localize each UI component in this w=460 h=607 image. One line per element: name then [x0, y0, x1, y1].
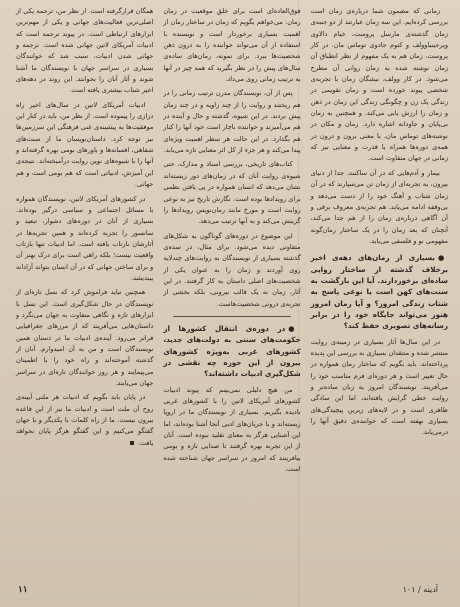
paragraph: فوق‌العاده‌ای است برای خلق موقعیت در زمان رمان. می‌خواهم بگویم که زمان در ساختار رمان از اهمیت بسیاری برخوردار است و نویسنده با استفاده از آن می‌تواند خواننده را به درون ذهن شخصیت‌ها ببرد. برای نمونه، رمان‌های ساده‌ی سال‌های پیش را در نظر بگیرید که همه چیز در آنها به ترتیب زمانی روی می‌داد. — [163, 7, 301, 84]
paragraph: بیمار و آدم‌هایی که در آن ساکنند، جدا از دنیای بیرون، به تجربه‌ای از زمان تن می‌سپارند که در آن زمان شتاب و آهنگ خود را از دست می‌دهد و بی‌وقفه ادامه می‌یابد. هم تجربه‌ی معروف برقی و آن آگاهی درباره‌ی زمان را از هم جدا می‌کند، آنچنان که بعد زمان را در یک ساختار رمان‌گونه مفهومی نو و فلسفی می‌یابد. — [310, 168, 448, 245]
paragraph: ادبیات آمریکای لاتین در سال‌های اخیر راه درازی را پیموده است. از نظر من، باید در کنار این موفقیت‌ها به پیشینه‌ی غنی فرهنگی این سرزمین‌ها نیز توجه کرد. داستان‌نویسان ما از سنت‌های شفاهی، افسانه‌ها و باورهای بومی بهره گرفته‌اند و آنها را با شیوه‌های نوین روایت درآمیخته‌اند. نتیجه‌ی این آمیزش، ادبیاتی است که هم بومی است و هم جهانی. — [16, 100, 154, 189]
question-text: در دوره‌ی انتقال کشورها از حکومت‌های سنتی به دولت‌های جدید، کشورهای غربی به‌ویژه کشورهای بیرون از این حوزه چه نقشی در شکل‌گیری ادبیات داشته‌اند؟ — [163, 323, 301, 379]
paragraph: در کشورهای آمریکای لاتین، نویسندگان همواره با مسائل اجتماعی و سیاسی درگیر بوده‌اند. بسیاری از آنان در دوره‌های دشوار، تبعید و سانسور را تجربه کرده‌اند و همین تجربه‌ها در آثارشان بازتاب یافته است. اما ادبیات تنها بازتاب واقعیت نیست؛ بلکه راهی است برای درک بهتر آن و برای ساختن جهانی که در آن انسان بتواند آزادانه بیندیشد. — [16, 194, 154, 282]
page-footer — [0, 585, 460, 603]
interview-question — [311, 252, 448, 331]
interview-question — [163, 323, 300, 380]
column-left — [14, 6, 155, 580]
column-right — [309, 6, 450, 580]
column-middle — [161, 6, 302, 580]
paragraph — [16, 392, 153, 449]
text-columns — [14, 6, 450, 580]
question-text: بسیاری از رمان‌های دهه‌ی اخیر برخلاف گذشته از ساختار روایی ساده‌ای برخوردارند. آیا این بازگشت به سنت‌های کهن است یا نوعی پاسخ به شتاب زندگی امروز؟ و آیا رمان امروز هنوز می‌تواند جایگاه خود را در برابر رسانه‌های تصویری حفظ کند؟ — [310, 253, 448, 331]
paragraph: پس از آن، نویسندگان مدرن ترتیب زمانی را در هم ریختند و روایت را از چند زاویه و در چند زمان پیش بردند. در این شیوه، گذشته و حال و آینده در هم می‌آمیزند و خواننده ناچار است خود آنها را کنار هم بگذارد. در این حالت هر سطر اهمیت ویژه‌ای پیدا می‌کند و هر جزء از کل اثر معنایی تازه می‌یابد. — [163, 89, 301, 155]
paragraph: این موضوع در دوره‌های گوناگون به شکل‌های متفاوتی دیده می‌شود. برای مثال، در سده‌ی گذشته بسیاری از نویسندگان به روایت‌های چندلایه روی آوردند و زمان را به عنوان یکی از شخصیت‌های اصلی داستان به کار گرفتند. در این آثار، زمان نه یک قالب بیرونی، بلکه بخشی از تجربه‌ی درونی شخصیت‌هاست. — [163, 231, 301, 308]
paragraph: من هیچ دلیلی نمی‌بینم که پیوند ادبیات کشورهای آمریکای لاتین را با کشورهای غربی نادیده بگیریم. بسیاری از نویسندگان ما در اروپا زیسته‌اند و با جریان‌های ادبی آنجا آشنا بوده‌اند، اما این آشنایی هرگز به معنای تقلید نبوده است. آنان از این تجربه بهره گرفتند تا صدایی تازه و بومی بیافرینند که امروز در سراسر جهان شناخته شده است. — [163, 385, 301, 474]
bullet-icon: ● — [437, 253, 448, 263]
paragraph-text: در پایان باید بگویم که ادبیات هر ملتی آیینه‌ی روح آن ملت است و ادبیات ما نیز از این قاعده بیرون نیست. ما از راه کلمات با یکدیگر و با جهان گفتگو می‌کنیم و این گفتگو هرگز پایان نخواهد یافت. — [16, 393, 154, 447]
paragraph: زمانی که مضمون شما درباره‌ی زمان است بررسی کرده‌ایم. این سه زمان عبارتند از دو جنبه‌ی زمان گذشته‌ی مارسل پروست، خیام دالاوی ویرجینیاوولف و کتوم جادوی توماس مان. در کار پروست، زمان هم به یک مفهوم از نظر انطباق آن زمان نوشته شده به زمان روانی آن مطرح می‌شود. در کار وولف، نیشگان زمان با تجربه‌ی شخصی پیوند خورده است و زمان تقویمی در زندگی یک زن و چگونگی زندگی این زمان در ذهن و زمان را ارزش یابی می‌کند. و همچنین به زمان بی‌پایان و جاودانه اشاره دارد. زمان و مکان در نوشته‌های توماس مان، با معنی برون و درون در همه‌ی دوره‌ها همراه با قدرت و معنایی نیز که زمانی در جهان متفاوت است. — [310, 7, 448, 163]
end-of-article-mark — [130, 441, 134, 445]
paragraph: همچنین نباید فراموش کرد که نسل تازه‌ای از نویسندگان در حال شکل‌گیری است. این نسل با ابزارهای تازه و نگاهی متفاوت به جهان می‌نگرد و داستان‌هایی می‌آفریند که از مرزهای جغرافیایی فراتر می‌رود. آینده‌ی ادبیات ما در دستان همین نویسندگان است و من به آن امیدوارم. آنان از گذشته آموخته‌اند و راه خود را با اطمینان می‌پیمایند و هر روز خوانندگان تازه‌ای در سراسر جهان می‌یابند. — [16, 288, 154, 387]
paragraph: کتاب‌های تاریخی، بررسی اسناد و مدارک، حتی شیوه‌ی روایت آنان که در زمان‌های دور زیسته‌اند نشان می‌دهد که انسان همواره در پی یافتن نظمی برای رویدادها بوده است. نگارش تاریخ نیز به نوعی روایت است و مورخ مانند رمان‌نویس رویدادها را گزینش می‌کند و به آنها ترتیب می‌دهد. — [163, 160, 301, 226]
paragraph: همگان قرارگرفته است. از نظر من، ترجمه یکی از اصلی‌ترین فعالیت‌های جهانی و یکی از مهم‌ترین ابزارهای ارتباطی است. در پیوند ترجمه است که ادبیات آمریکای لاتین جهانی شده است. ترجمه و جهانی شدن ادبیات، سبب شد که خوانندگان بسیاری در سراسر جهان با نویسندگان ما آشنا شوند و آثار آنان را بخوانند. این روند در دهه‌های اخیر شتاب بیشتری یافته است. — [16, 7, 154, 95]
section-divider — [173, 316, 290, 317]
issue-label: آدینه / ۱۰۱ — [402, 585, 438, 594]
paragraph: در این سال‌ها آثار بسیاری در زمینه‌ی روایت منتشر شده و منتقدان بسیاری به بررسی این پدیده پرداخته‌اند. باید بگویم که ساختار رمان همواره در حال تغییر است و هر دوره‌ای فرم مناسب خود را می‌آفریند. نویسندگان امروز به زبان ساده‌تر و روایت خطی گرایش یافته‌اند، اما این سادگی ظاهری است و در لایه‌های زیرین پیچیدگی‌های بسیاری نهفته است که خواننده‌ی دقیق آنها را درمی‌یابد. — [310, 337, 448, 437]
bullet-icon: ● — [288, 323, 301, 333]
page-number: ۱۱ — [18, 585, 28, 595]
